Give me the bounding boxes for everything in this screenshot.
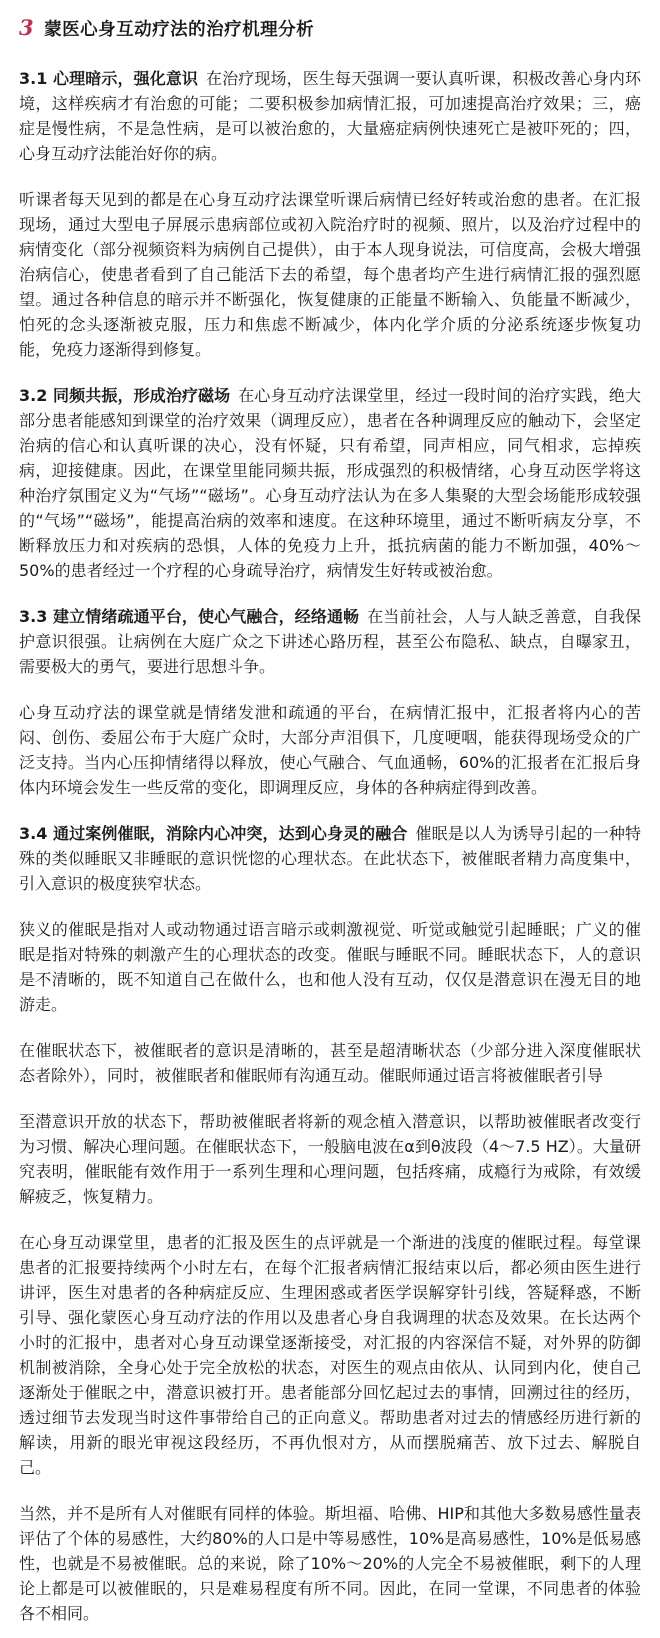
page-title [19, 14, 641, 44]
paragraph-text: 催眠是以人为诱导引起的一种特殊的类似睡眠又非睡眠的意识恍惚的心理状态。在此状态下，被催眠者精力高度集中，引入意识的极度狭窄状态。 [19, 824, 641, 893]
paragraph-text: 心身互动疗法的课堂就是情绪发泄和疏通的平台，在病情汇报中，汇报者将内心的苦闷、创伤、委屈公布于大庭广众时，大部分声泪俱下，几度哽咽，能获得现场受众的广泛支持。当内心压抑情绪得以释放，使心气融合、气血通畅，60%的汇报者在汇报后身体内环境会发生一些反常的变化，即调理反应，身体的各种病症得到改善。 [19, 703, 641, 797]
subsection-heading: 3.4 通过案例催眠，消除内心冲突，达到心身灵的融合 [19, 824, 408, 843]
section-title-text: 蒙医心身互动疗法的治疗机理分析 [44, 20, 315, 40]
paragraph [19, 917, 641, 1017]
paragraph [19, 1038, 641, 1088]
paragraph [19, 383, 641, 583]
paragraph [19, 187, 641, 362]
paragraph-text: 狭义的催眠是指对人或动物通过语言暗示或刺激视觉、听觉或触觉引起睡眠；广义的催眠是指对特殊的刺激产生的心理状态的改变。催眠与睡眠不同。睡眠状态下，人的意识是不清晰的，既不知道自己在做什么，也和他人没有互动，仅仅是潜意识在漫无目的地游走。 [19, 920, 641, 1014]
paragraph-text: 在心身互动课堂里，患者的汇报及医生的点评就是一个渐进的浅度的催眠过程。每堂课患者的汇报要持续两个小时左右，在每个汇报者病情汇报结束以后，都必须由医生进行讲评，医生对患者的各种病症反应、生理困惑或者医学误解穿针引线，答疑释惑，不断引导、强化蒙医心身互动疗法的作用以及患者心身自我调理的状态及效果。在长达两个小时的汇报中，患者对心身互动课堂逐渐接受，对汇报的内容深信不疑，对外界的防御机制被消除，全身心处于完全放松的状态，对医生的观点由依从、认同到内化，使自己逐渐处于催眠之中，潜意识被打开。患者能部分回忆起过去的事情，回溯过往的经历，透过细节去发现当时这件事带给自己的正向意义。帮助患者对过去的情感经历进行新的解读，用新的眼光审视这段经历，不再仇恨对方，从而摆脱痛苦、放下过去、解脱自己。 [19, 1233, 641, 1477]
paragraph [19, 66, 641, 166]
subsection-heading: 3.3 建立情绪疏通平台，使心气融合，经络通畅 [19, 607, 360, 626]
paragraph [19, 1109, 641, 1209]
section-number: 3 [19, 15, 35, 40]
subsection-heading: 3.1 心理暗示，强化意识 [19, 69, 199, 88]
paragraph-text: 在当前社会，人与人缺乏善意，自我保护意识很强。让病例在大庭广众之下讲述心路历程，甚至公布隐私、缺点，自曝家丑，需要极大的勇气，要进行思想斗争。 [19, 607, 641, 676]
paragraph-text: 在治疗现场，医生每天强调一要认真听课，积极改善心身内环境，这样疾病才有治愈的可能；二要积极参加病情汇报，可加速提高治疗效果；三，癌症是慢性病，不是急性病，是可以被治愈的，大量癌症病例快速死亡是被吓死的；四，心身互动疗法能治好你的病。 [19, 69, 641, 163]
paragraph-text: 听课者每天见到的都是在心身互动疗法课堂听课后病情已经好转或治愈的患者。在汇报现场，通过大型电子屏展示患病部位或初入院治疗时的视频、照片，以及治疗过程中的病情变化（部分视频资料为病例自己提供），由于本人现身说法，可信度高，会极大增强治病信心，使患者看到了自己能活下去的希望，每个患者均产生进行病情汇报的强烈愿望。通过各种信息的暗示并不断强化，恢复健康的正能量不断输入、负能量不断减少，怕死的念头逐渐被克服，压力和焦虑不断减少，体内化学介质的分泌系统逐步恢复功能，免疫力逐渐得到修复。 [19, 190, 641, 359]
paragraph [19, 604, 641, 679]
paragraph [19, 1501, 641, 1626]
paragraph [19, 821, 641, 896]
paragraph-text: 在心身互动疗法课堂里，经过一段时间的治疗实践，绝大部分患者能感知到课堂的治疗效果（调理反应），患者在各种调理反应的触动下，会坚定治病的信心和认真听课的决心，没有怀疑，只有希望，同声相应，同气相求，忘掉疾病，迎接健康。因此，在课堂里能同频共振，形成强烈的积极情绪，心身互动医学将这种治疗氛围定义为“气场”“磁场”。心身互动疗法认为在多人集聚的大型会场能形成较强的“气场”“磁场”，能提高治病的效率和速度。在这种环境里，通过不断听病友分享，不断释放压力和对疾病的恐惧，人体的免疫力上升，抵抗病菌的能力不断加强，40%～50%的患者经过一个疗程的心身疏导治疗，病情发生好转或被治愈。 [19, 386, 641, 580]
paragraph [19, 700, 641, 800]
paragraph-text: 当然，并不是所有人对催眠有同样的体验。斯坦福、哈佛、HIP和其他大多数易感性量表评估了个体的易感性，大约80%的人口是中等易感性，10%是高易感性，10%是低易感性，也就是不易被催眠。总的来说，除了10%～20%的人完全不易被催眠，剩下的人理论上都是可以被催眠的，只是难易程度有所不同。因此，在同一堂课，不同患者的体验各不相同。 [19, 1504, 641, 1623]
subsection-heading: 3.2 同频共振，形成治疗磁场 [19, 386, 231, 405]
paragraph-text: 至潜意识开放的状态下，帮助被催眠者将新的观念植入潜意识，以帮助被催眠者改变行为习惯、解决心理问题。在催眠状态下，一般脑电波在α到θ波段（4～7.5 HZ）。大量研究表明，催眠能有效作用于一系列生理和心理问题，包括疼痛，成瘾行为戒除，有效缓解疲乏，恢复精力。 [19, 1112, 641, 1206]
paragraph [19, 1230, 641, 1480]
paragraph-text: 在催眠状态下，被催眠者的意识是清晰的，甚至是超清晰状态（少部分进入深度催眠状态者除外），同时，被催眠者和催眠师有沟通互动。催眠师通过语言将被催眠者引导 [19, 1041, 641, 1085]
